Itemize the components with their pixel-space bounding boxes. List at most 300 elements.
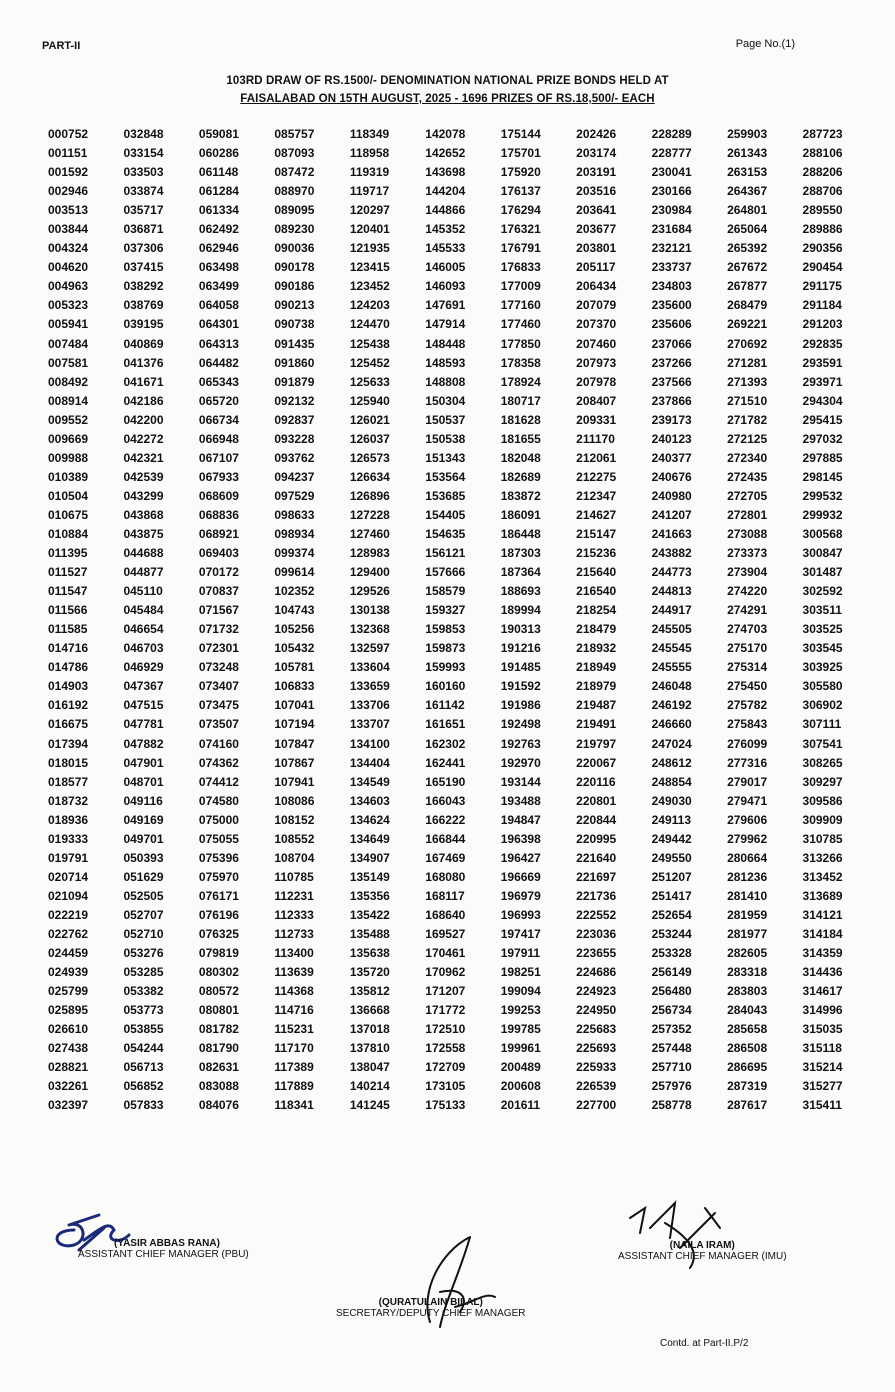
- prize-number: 107867: [274, 755, 315, 770]
- prize-number: 156121: [425, 546, 466, 561]
- prize-number: 037415: [123, 260, 164, 275]
- prize-number: 046654: [123, 622, 164, 637]
- prize-number: 049169: [123, 812, 164, 827]
- prize-number: 053276: [123, 946, 164, 961]
- prize-number: 264801: [727, 203, 768, 218]
- prize-number: 125438: [349, 336, 390, 351]
- prize-number: 230984: [651, 203, 692, 218]
- prize-number: 273088: [727, 526, 768, 541]
- prize-number: 239173: [651, 412, 692, 427]
- prize-number: 219797: [576, 736, 617, 751]
- prize-number: 232121: [651, 241, 692, 256]
- prize-number: 133604: [349, 660, 390, 675]
- prize-number: 223036: [576, 926, 617, 941]
- prize-number: 134100: [349, 736, 390, 751]
- prize-number: 235600: [651, 298, 692, 313]
- prize-number: 153564: [425, 469, 466, 484]
- prize-number: 215236: [576, 546, 617, 561]
- prize-number: 052505: [123, 888, 164, 903]
- prize-number: 036871: [123, 222, 164, 237]
- prize-number: 207460: [576, 336, 617, 351]
- prize-number: 049701: [123, 831, 164, 846]
- prize-number: 314996: [802, 1003, 843, 1018]
- prize-number: 112231: [274, 888, 314, 903]
- prize-number: 056852: [123, 1079, 164, 1094]
- prize-number: 279471: [727, 793, 768, 808]
- prize-number: 166844: [425, 831, 466, 846]
- prize-number: 113400: [274, 946, 314, 961]
- prize-number: 075396: [198, 850, 239, 865]
- prize-number: 016192: [48, 698, 89, 713]
- prize-number: 072301: [198, 641, 239, 656]
- prize-number: 197417: [500, 926, 541, 941]
- prize-number: 033503: [123, 165, 164, 180]
- prize-number: 287319: [727, 1079, 768, 1094]
- prize-number: 014716: [48, 641, 89, 656]
- prize-number: 272705: [727, 488, 768, 503]
- prize-number: 290356: [802, 241, 843, 256]
- prize-number: 065720: [198, 393, 239, 408]
- prize-number: 146005: [425, 260, 466, 275]
- prize-number: 271510: [727, 393, 768, 408]
- signatory-3-name: (NAILA IRAM): [669, 1240, 735, 1251]
- prize-number: 212347: [576, 488, 617, 503]
- prize-number: 047882: [123, 736, 164, 751]
- prize-number: 314359: [802, 946, 843, 961]
- signatory-2-title: SECRETARY/DEPUTY CHIEF MANAGER: [336, 1308, 526, 1319]
- prize-number: 144204: [425, 184, 466, 199]
- prize-number: 079819: [198, 946, 239, 961]
- prize-number: 129526: [349, 584, 390, 599]
- prize-number: 071567: [198, 603, 239, 618]
- prize-number: 182689: [500, 469, 541, 484]
- prize-number: 134603: [349, 793, 390, 808]
- prize-number: 178358: [500, 355, 541, 370]
- prize-number: 220844: [576, 812, 617, 827]
- prize-number: 248612: [651, 755, 692, 770]
- prize-number: 283318: [727, 965, 768, 980]
- prize-number: 010389: [48, 469, 89, 484]
- prize-number: 081782: [198, 1022, 239, 1037]
- prize-number: 061334: [198, 203, 239, 218]
- prize-number: 083088: [198, 1079, 239, 1094]
- prize-number: 160160: [425, 679, 466, 694]
- prize-number: 115231: [274, 1022, 314, 1037]
- prize-number: 219487: [576, 698, 617, 713]
- prize-number: 126021: [349, 412, 390, 427]
- prize-number: 228289: [651, 127, 692, 141]
- prize-number: 128983: [349, 546, 390, 561]
- prize-number: 272125: [727, 431, 768, 446]
- prize-number: 127228: [349, 507, 390, 522]
- prize-number: 107194: [274, 717, 315, 732]
- prize-number: 059081: [198, 127, 239, 141]
- prize-number: 193144: [500, 774, 541, 789]
- prize-number: 051629: [123, 869, 164, 884]
- prize-number: 267877: [727, 279, 768, 294]
- prize-number: 048701: [123, 774, 164, 789]
- prize-number: 134649: [349, 831, 390, 846]
- prize-column: [501, 125, 576, 1115]
- prize-number: 143698: [425, 165, 466, 180]
- prize-number: 314617: [802, 984, 843, 999]
- prize-number: 207978: [576, 374, 617, 389]
- prize-number: 226539: [576, 1079, 617, 1094]
- prize-number: 202426: [576, 127, 617, 141]
- prize-number: 244813: [651, 584, 692, 599]
- prize-number: 142078: [425, 127, 466, 141]
- prize-number: 090178: [274, 260, 315, 275]
- prize-number: 315277: [802, 1079, 843, 1094]
- prize-number: 268479: [727, 298, 768, 313]
- prize-number: 273373: [727, 546, 768, 561]
- prize-number: 205117: [576, 260, 616, 275]
- prize-number: 028821: [48, 1060, 89, 1075]
- prize-number: 154635: [425, 526, 466, 541]
- prize-number: 256149: [651, 965, 692, 980]
- prize-number: 221640: [576, 850, 617, 865]
- prize-number: 094237: [274, 469, 315, 484]
- prize-number: 199253: [500, 1003, 541, 1018]
- prize-number: 121935: [349, 241, 390, 256]
- prize-number: 011547: [48, 584, 88, 599]
- prize-number: 275782: [727, 698, 768, 713]
- prize-number: 186448: [500, 526, 541, 541]
- prize-number: 091860: [274, 355, 315, 370]
- prize-number: 192763: [500, 736, 541, 751]
- prize-number: 097529: [274, 488, 315, 503]
- prize-number: 203677: [576, 222, 617, 237]
- prize-number: 275450: [727, 679, 768, 694]
- prize-number: 191216: [500, 641, 541, 656]
- prize-number: 309297: [802, 774, 843, 789]
- prize-number: 126037: [349, 431, 390, 446]
- prize-number: 003513: [48, 203, 89, 218]
- prize-number: 303545: [802, 641, 843, 656]
- prize-column: [350, 125, 425, 1115]
- prize-number: 275170: [727, 641, 768, 656]
- prize-number: 018015: [48, 755, 89, 770]
- prize-number: 315411: [802, 1098, 842, 1113]
- prize-number: 047367: [123, 679, 164, 694]
- prize-number: 287723: [802, 127, 843, 141]
- prize-number: 281977: [727, 926, 768, 941]
- prize-number: 001151: [48, 146, 88, 161]
- prize-number: 080302: [198, 965, 239, 980]
- prize-number: 074362: [198, 755, 239, 770]
- prize-number: 085757: [274, 127, 315, 141]
- prize-number: 315118: [802, 1041, 842, 1056]
- prize-number: 177160: [500, 298, 541, 313]
- prize-number: 300847: [802, 546, 843, 561]
- signatory-1-name: (YASIR ABBAS RANA): [114, 1238, 220, 1249]
- prize-number: 150538: [425, 431, 466, 446]
- prize-number: 057833: [123, 1098, 164, 1113]
- prize-number: 289550: [802, 203, 843, 218]
- prize-number: 289886: [802, 222, 843, 237]
- prize-number: 063498: [198, 260, 239, 275]
- prize-number: 257448: [651, 1041, 692, 1056]
- prize-number: 263153: [727, 165, 768, 180]
- prize-number: 146093: [425, 279, 466, 294]
- prize-number: 279962: [727, 831, 768, 846]
- prize-number: 011566: [48, 603, 88, 618]
- prize-number: 011585: [48, 622, 88, 637]
- prize-number: 168117: [425, 888, 465, 903]
- prize-number: 019791: [48, 850, 89, 865]
- prize-number: 288706: [802, 184, 843, 199]
- prize-number: 084076: [198, 1098, 239, 1113]
- prize-number: 112733: [274, 926, 314, 941]
- prize-number: 305580: [802, 679, 843, 694]
- prize-number: 044877: [123, 565, 164, 580]
- prize-number: 114716: [274, 1003, 314, 1018]
- prize-number: 187364: [500, 565, 541, 580]
- prize-number: 135356: [349, 888, 390, 903]
- prize-number: 220067: [576, 755, 617, 770]
- prize-number: 158579: [425, 584, 466, 599]
- prize-number: 222552: [576, 907, 617, 922]
- prize-number: 182048: [500, 450, 541, 465]
- prize-number: 117170: [274, 1041, 314, 1056]
- prize-number: 272801: [727, 507, 768, 522]
- prize-number: 022219: [48, 907, 89, 922]
- prize-number: 165190: [425, 774, 466, 789]
- prize-number: 257976: [651, 1079, 692, 1094]
- prize-number: 218949: [576, 660, 617, 675]
- prize-number: 025895: [48, 1003, 89, 1018]
- prize-number: 133706: [349, 698, 390, 713]
- prize-number: 076325: [198, 926, 239, 941]
- prize-number: 061148: [198, 165, 239, 180]
- prize-number: 171772: [425, 1003, 466, 1018]
- prize-number: 295415: [802, 412, 843, 427]
- prize-number: 215147: [576, 526, 617, 541]
- prize-number: 018577: [48, 774, 89, 789]
- prize-number: 043875: [123, 526, 164, 541]
- prize-number: 148808: [425, 374, 466, 389]
- prize-number: 162441: [425, 755, 466, 770]
- prize-number: 007581: [48, 355, 89, 370]
- prize-number: 120401: [349, 222, 390, 237]
- prize-number: 241207: [651, 507, 692, 522]
- prize-number: 117889: [274, 1079, 314, 1094]
- prize-number: 145533: [425, 241, 466, 256]
- prize-number: 010675: [48, 507, 89, 522]
- prize-number: 197911: [500, 946, 541, 961]
- prize-number: 090036: [274, 241, 315, 256]
- prize-number: 009988: [48, 450, 89, 465]
- prize-number: 113639: [274, 965, 314, 980]
- prize-number: 257352: [651, 1022, 692, 1037]
- prize-number: 237066: [651, 336, 692, 351]
- prize-number: 231684: [651, 222, 692, 237]
- prize-number: 196993: [500, 907, 541, 922]
- prize-number: 052710: [123, 926, 164, 941]
- prize-number: 246048: [651, 679, 692, 694]
- prize-number: 309909: [802, 812, 843, 827]
- prize-number: 287617: [727, 1098, 768, 1113]
- prize-number: 203801: [576, 241, 617, 256]
- prize-number: 150537: [425, 412, 466, 427]
- prize-number: 223655: [576, 946, 617, 961]
- signatory-3: [618, 1240, 787, 1262]
- prize-number: 147691: [425, 298, 466, 313]
- prize-number: 090213: [274, 298, 315, 313]
- prize-number: 054244: [123, 1041, 164, 1056]
- prize-number: 273904: [727, 565, 768, 580]
- prize-number: 279606: [727, 812, 768, 827]
- prize-number: 126573: [349, 450, 390, 465]
- prize-number: 159853: [425, 622, 466, 637]
- prize-number: 309586: [802, 793, 843, 808]
- prize-number: 175701: [500, 146, 541, 161]
- prize-number: 274291: [727, 603, 768, 618]
- prize-number: 108552: [274, 831, 315, 846]
- prize-number: 123415: [349, 260, 390, 275]
- prize-number: 043868: [123, 507, 164, 522]
- prize-number: 221697: [576, 869, 617, 884]
- prize-number: 246192: [651, 698, 692, 713]
- prize-column: [652, 125, 727, 1115]
- prize-number: 212275: [576, 469, 617, 484]
- prize-number: 200489: [500, 1060, 541, 1075]
- prize-number: 175920: [500, 165, 541, 180]
- prize-number: 032848: [123, 127, 164, 141]
- prize-number: 192970: [500, 755, 541, 770]
- prize-number: 135720: [349, 965, 390, 980]
- prize-number: 142652: [425, 146, 466, 161]
- prize-number: 088970: [274, 184, 315, 199]
- prize-number: 270692: [727, 336, 768, 351]
- prize-number: 261343: [727, 146, 768, 161]
- prize-number: 007484: [48, 336, 89, 351]
- prize-number: 212061: [576, 450, 617, 465]
- prize-number: 288206: [802, 165, 843, 180]
- prize-number: 218479: [576, 622, 617, 637]
- prize-number: 134404: [349, 755, 390, 770]
- prize-number: 175144: [500, 127, 541, 141]
- prize-number: 224686: [576, 965, 617, 980]
- prize-number: 092132: [274, 393, 315, 408]
- prize-number: 271393: [727, 374, 768, 389]
- prize-number: 233737: [651, 260, 692, 275]
- prize-number: 004324: [48, 241, 89, 256]
- prize-number: 162302: [425, 736, 466, 751]
- prize-number: 175133: [425, 1098, 466, 1113]
- prize-number: 125940: [349, 393, 390, 408]
- prize-number: 251417: [651, 888, 692, 903]
- prize-number: 183872: [500, 488, 541, 503]
- prize-number: 191592: [500, 679, 541, 694]
- page-number: Page No.(1): [735, 38, 795, 50]
- prize-number: 159327: [425, 603, 466, 618]
- prize-number: 022762: [48, 926, 89, 941]
- prize-number: 042186: [123, 393, 164, 408]
- prize-number: 314436: [802, 965, 843, 980]
- prize-number: 301487: [802, 565, 843, 580]
- prize-number: 071732: [198, 622, 239, 637]
- signatory-3-title: ASSISTANT CHIEF MANAGER (IMU): [618, 1251, 787, 1262]
- prize-number: 253328: [651, 946, 692, 961]
- prize-number: 196398: [500, 831, 541, 846]
- prize-number: 068609: [198, 488, 239, 503]
- prize-number: 004963: [48, 279, 89, 294]
- prize-number: 258778: [651, 1098, 692, 1113]
- prize-number: 276099: [727, 736, 768, 751]
- prize-number: 181655: [500, 431, 541, 446]
- prize-number: 008492: [48, 374, 89, 389]
- prize-number: 196669: [500, 869, 541, 884]
- prize-number: 186091: [500, 507, 541, 522]
- prize-number: 135638: [349, 946, 390, 961]
- prize-number: 271782: [727, 412, 768, 427]
- prize-number: 011395: [48, 546, 88, 561]
- prize-number: 230166: [651, 184, 692, 199]
- prize-number: 218979: [576, 679, 617, 694]
- prize-number: 275314: [727, 660, 768, 675]
- prize-number: 147914: [425, 317, 466, 332]
- part-label: PART-II: [42, 40, 81, 52]
- prize-number: 302592: [802, 584, 843, 599]
- prize-number: 154405: [425, 507, 466, 522]
- prize-number: 224950: [576, 1003, 617, 1018]
- prize-number: 225933: [576, 1060, 617, 1075]
- prize-number: 148448: [425, 336, 466, 351]
- prize-number: 307541: [802, 736, 843, 751]
- prize-number: 291184: [802, 298, 842, 313]
- prize-number: 286508: [727, 1041, 768, 1056]
- prize-number: 176791: [500, 241, 541, 256]
- prize-number: 025799: [48, 984, 89, 999]
- prize-number: 248854: [651, 774, 692, 789]
- prize-number: 124203: [349, 298, 390, 313]
- prize-number: 033874: [123, 184, 164, 199]
- prize-number: 176833: [500, 260, 541, 275]
- prize-number: 207370: [576, 317, 617, 332]
- prize-number: 203191: [576, 165, 617, 180]
- prize-number: 313689: [802, 888, 843, 903]
- prize-number: 286695: [727, 1060, 768, 1075]
- prize-number: 014903: [48, 679, 89, 694]
- prize-number: 091879: [274, 374, 315, 389]
- prize-number: 068921: [198, 526, 239, 541]
- signatory-2-name: (QURATULAIN BILAL): [378, 1297, 483, 1308]
- prize-number: 098633: [274, 507, 315, 522]
- prize-number: 038769: [123, 298, 164, 313]
- prize-number: 093228: [274, 431, 315, 446]
- prize-number: 218254: [576, 603, 617, 618]
- prize-column: [576, 125, 651, 1115]
- prize-number: 180717: [500, 393, 541, 408]
- prize-number: 047901: [123, 755, 164, 770]
- prize-number: 062946: [198, 241, 239, 256]
- prize-number: 053285: [123, 965, 164, 980]
- prize-number: 018936: [48, 812, 89, 827]
- prize-number: 043299: [123, 488, 164, 503]
- prize-number: 306902: [802, 698, 843, 713]
- prize-number: 042321: [123, 450, 164, 465]
- prize-number: 245545: [651, 641, 692, 656]
- prize-number: 091435: [274, 336, 315, 351]
- prize-number: 291203: [802, 317, 843, 332]
- prize-number: 274220: [727, 584, 768, 599]
- prize-number: 037306: [123, 241, 164, 256]
- prize-number: 064482: [198, 355, 239, 370]
- prize-number: 093762: [274, 450, 315, 465]
- prize-number: 281959: [727, 907, 768, 922]
- prize-number: 045484: [123, 603, 164, 618]
